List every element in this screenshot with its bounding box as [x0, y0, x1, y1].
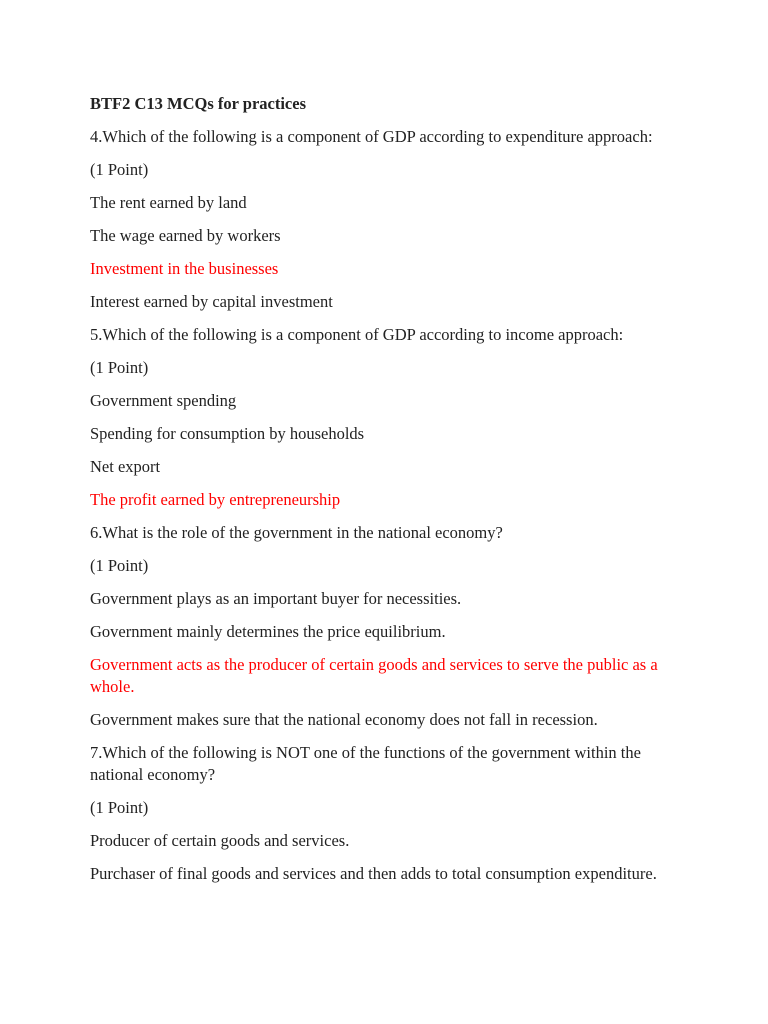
- option-correct-answer: Government acts as the producer of certain goods and services to serve the public as a whole.: [90, 655, 658, 696]
- option: Government plays as an important buyer for necessities.: [90, 589, 462, 608]
- option-correct-answer: Investment in the businesses: [90, 259, 279, 278]
- question-block-5: [90, 324, 690, 511]
- question-points: (1 Point): [90, 556, 149, 575]
- question-block-7: [90, 742, 690, 885]
- option: The rent earned by land: [90, 193, 247, 212]
- document-content: [90, 93, 690, 896]
- option: Spending for consumption by households: [90, 424, 365, 443]
- option: Government mainly determines the price equilibrium.: [90, 622, 446, 641]
- option: Net export: [90, 457, 161, 476]
- option: Interest earned by capital investment: [90, 292, 333, 311]
- option: Producer of certain goods and services.: [90, 831, 350, 850]
- option: Government makes sure that the national economy does not fall in recession.: [90, 710, 598, 729]
- option: Purchaser of final goods and services and then adds to total consumption expenditure.: [90, 864, 657, 883]
- question-points: (1 Point): [90, 160, 149, 179]
- question-block-4: [90, 126, 690, 313]
- question-text: 4.Which of the following is a component of GDP according to expenditure approach:: [90, 127, 653, 146]
- question-points: (1 Point): [90, 358, 149, 377]
- question-block-6: [90, 522, 690, 731]
- document-title: BTF2 C13 MCQs for practices: [90, 94, 306, 113]
- option: The wage earned by workers: [90, 226, 281, 245]
- question-points: (1 Point): [90, 798, 149, 817]
- question-text: 7.Which of the following is NOT one of the functions of the government within the national economy?: [90, 743, 641, 784]
- question-text: 6.What is the role of the government in the national economy?: [90, 523, 503, 542]
- question-text: 5.Which of the following is a component of GDP according to income approach:: [90, 325, 624, 344]
- option: Government spending: [90, 391, 237, 410]
- option-correct-answer: The profit earned by entrepreneurship: [90, 490, 341, 509]
